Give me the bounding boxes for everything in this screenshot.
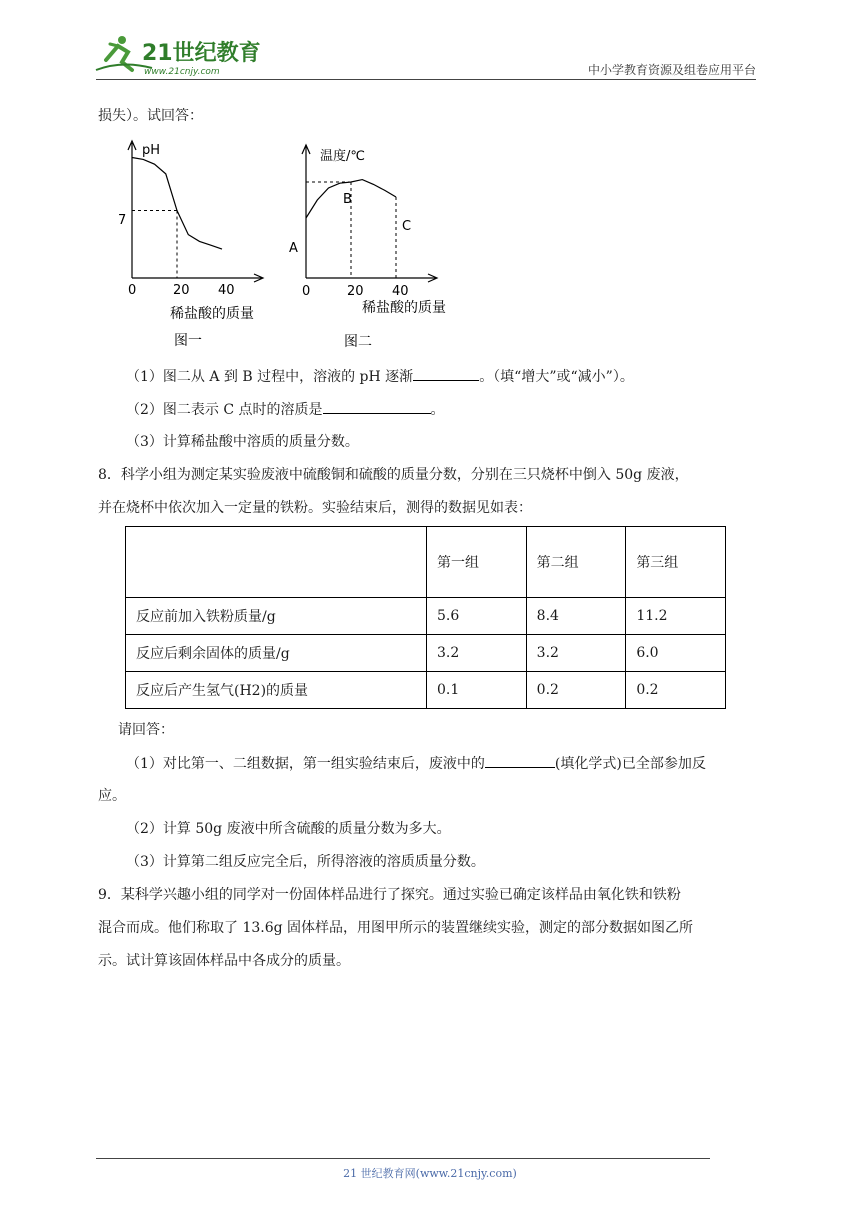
x-tick-label: 0 (302, 284, 311, 299)
q8-line1: 8．科学小组为测定某实验废液中硫酸铜和硫酸的质量分数，分别在三只烧杯中倒入 50g 废液， (98, 467, 689, 483)
q8-line2: 并在烧杯中依次加入一定量的铁粉。实验结束后，测得的数据见如表： (98, 500, 532, 516)
table-cell: 反应后产生氢气(H2)的质量 (126, 672, 427, 709)
x-axis-label: 稀盐酸的质量 (170, 306, 254, 322)
table-cell: 3.2 (526, 635, 626, 672)
table-cell: 6.0 (626, 635, 726, 672)
q9-line2: 混合而成。他们称取了 13.6g 固体样品，用图甲所示的装置继续实验，测定的部分数据如图乙所 (98, 920, 694, 936)
intro-line: 损失）。试回答： (98, 108, 203, 124)
table-row (126, 672, 726, 709)
q7-part1: （1）图二从 A 到 B 过程中，溶液的 pH 逐渐 。（填“增大”或“减小”）。 (126, 366, 634, 387)
point-b-label: B (343, 192, 352, 207)
q8-part3: （3）计算第二组反应完全后，所得溶液的溶质质量分数。 (126, 854, 485, 870)
table-row (126, 598, 726, 635)
q9-line3: 示。试计算该固体样品中各成分的质量。 (98, 953, 350, 969)
point-c-label: C (402, 219, 412, 234)
header-divider (96, 79, 756, 80)
x-axis-label: 稀盐酸的质量 (362, 300, 446, 316)
header-platform-text: 中小学教育资源及组卷应用平台 (587, 63, 756, 77)
table-cell: 0.2 (526, 672, 626, 709)
table-cell: 0.1 (427, 672, 527, 709)
q7-part3: （3）计算稀盐酸中溶质的质量分数。 (126, 434, 359, 450)
q8-part2: （2）计算 50g 废液中所含硫酸的质量分数为多大。 (126, 821, 451, 837)
ph-chart (110, 138, 280, 350)
table-cell: 反应前加入铁粉质量/g (126, 598, 427, 635)
q9-line1: 9．某科学兴趣小组的同学对一份固体样品进行了探究。通过实验已确定该样品由氧化铁和铁粉 (98, 887, 681, 903)
table-cell (126, 527, 427, 598)
x-tick-label: 20 (347, 284, 364, 299)
table-row (126, 635, 726, 672)
y-tick-7: 7 (118, 213, 127, 228)
table-cell: 3.2 (427, 635, 527, 672)
x-tick-label: 20 (173, 283, 190, 298)
answer-blank[interactable] (485, 753, 555, 768)
q8-part1: （1）对比第一、二组数据，第一组实验结束后，废液中的 (填化学式)已全部参加反 (126, 753, 706, 774)
footer-divider (96, 1158, 710, 1159)
chart-caption: 图一 (174, 333, 202, 349)
answer-blank[interactable] (413, 366, 479, 381)
q8-prompt: 请回答： (118, 722, 174, 738)
table-cell: 0.2 (626, 672, 726, 709)
footer-text: 21 世纪教育网(www.21cnjy.com) (343, 1167, 517, 1180)
data-table (125, 526, 726, 709)
logo-text: 21世纪教育 (142, 41, 261, 66)
table-cell: 11.2 (626, 598, 726, 635)
table-cell: 5.6 (427, 598, 527, 635)
table-cell: 第一组 (427, 527, 527, 598)
answer-blank[interactable] (323, 399, 431, 414)
x-tick-label: 40 (392, 284, 409, 299)
y-axis-label: 温度/℃ (320, 149, 365, 164)
q7-part2: （2）图二表示 C 点时的溶质是 。 (126, 399, 445, 420)
site-logo (92, 30, 262, 80)
x-tick-label: 40 (218, 283, 235, 298)
table-cell: 第三组 (626, 527, 726, 598)
y-axis-label: pH (142, 143, 161, 158)
table-cell: 反应后剩余固体的质量/g (126, 635, 427, 672)
point-a-label: A (289, 241, 298, 256)
table-cell: 第二组 (526, 527, 626, 598)
table-cell: 8.4 (526, 598, 626, 635)
logo-url: www.21cnjy.com (144, 67, 220, 77)
table-header-row (126, 527, 726, 598)
q8-part1-cont: 应。 (98, 788, 126, 804)
chart-caption: 图二 (344, 334, 372, 350)
x-tick-label: 0 (128, 283, 137, 298)
temperature-chart (284, 140, 464, 352)
